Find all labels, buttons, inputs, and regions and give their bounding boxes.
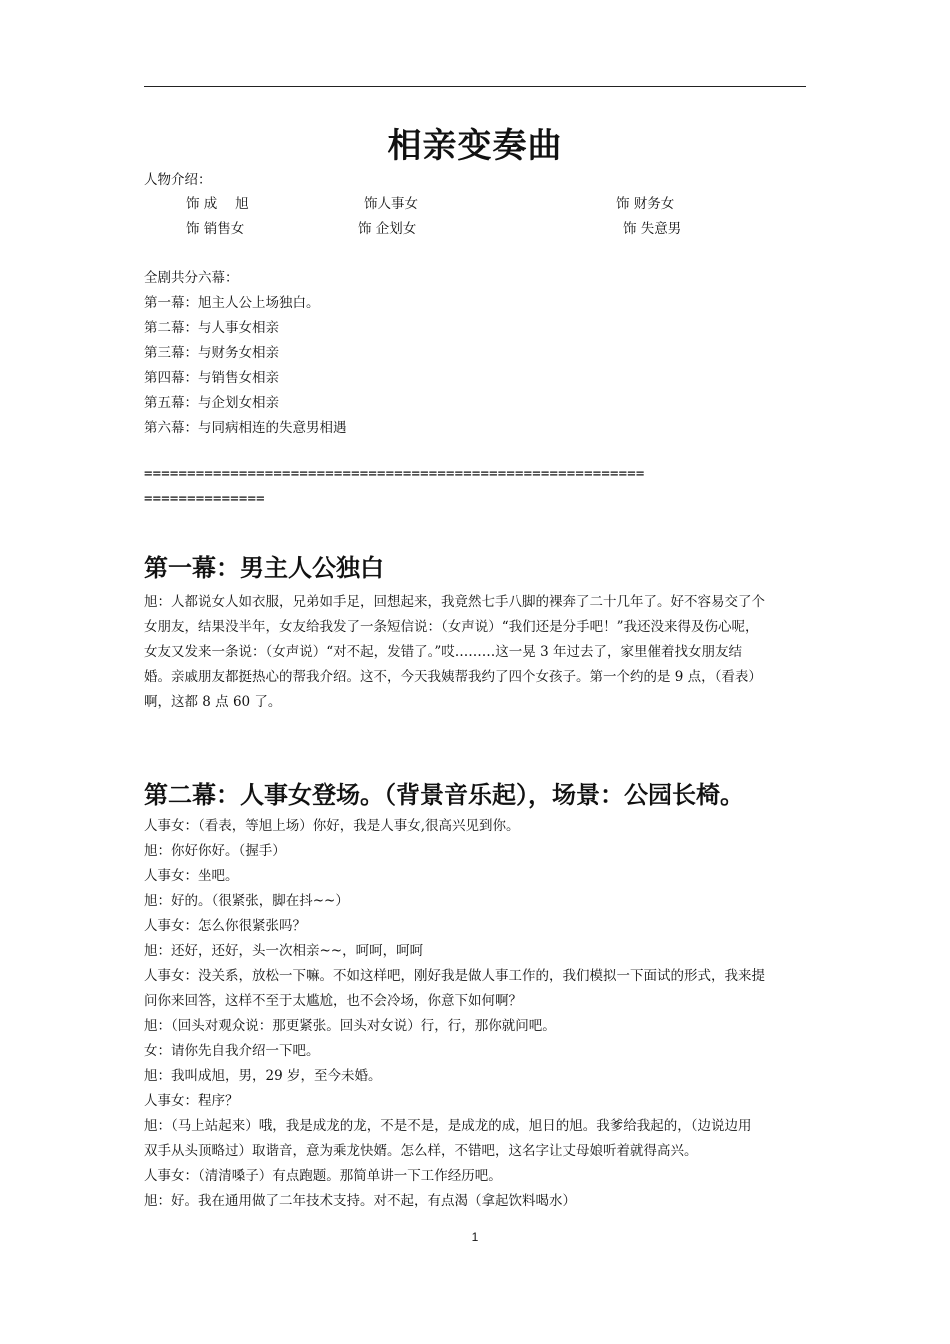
- paragraph-line: 旭：人都说女人如衣服，兄弟如手足，回想起来，我竟然七手八脚的裸奔了二十几年了。好不容易交了个: [144, 594, 765, 610]
- dialogue-line: 旭：你好你好。（握手）: [144, 843, 286, 859]
- act-list-item: 第二幕：与人事女相亲: [144, 320, 279, 336]
- paragraph-line: 婚。亲戚朋友都挺热心的帮我介绍。这不，今天我姨帮我约了四个女孩子。第一个约的是 9 点，（看表）: [144, 669, 762, 685]
- paragraph-line: 女朋友，结果没半年，女友给我发了一条短信说：（女声说）“我们还是分手吧！”我还没来得及伤心呢，: [144, 619, 759, 635]
- act2-heading: 第二幕：人事女登场。（背景音乐起），场景：公园长椅。: [144, 780, 744, 809]
- dialogue-line: 人事女：（清清嗓子）有点跑题。那简单讲一下工作经历吧。: [144, 1168, 502, 1184]
- cast-role-5: 饰 企划女: [358, 221, 417, 237]
- act-list-item: 第一幕：旭主人公上场独白。: [144, 295, 320, 311]
- dialogue-line: 旭：（回头对观众说：那更紧张。回头对女说）行，行，那你就问吧。: [144, 1018, 556, 1034]
- header-rule: [144, 86, 806, 87]
- act-list-item: 第四幕：与销售女相亲: [144, 370, 279, 386]
- page-number: 1: [471, 1230, 479, 1244]
- separator-line: ==============: [144, 491, 265, 507]
- dialogue-line: 旭：还好，还好，头一次相亲~~，呵呵，呵呵: [144, 943, 424, 959]
- dialogue-line: 人事女：坐吧。: [144, 868, 239, 884]
- paragraph-line: 啊，这都 8 点 60 了。: [144, 694, 282, 710]
- act-list-item: 第五幕：与企划女相亲: [144, 395, 279, 411]
- dialogue-line: 人事女：怎么你很紧张吗？: [144, 918, 306, 934]
- cast-role-1: 饰 成 旭: [186, 196, 249, 212]
- dialogue-line: 人事女：程序？: [144, 1093, 239, 1109]
- dialogue-line: 旭：（马上站起来）哦，我是成龙的龙，不是不是，是成龙的成，旭日的旭。我爹给我起的，（边说边用: [144, 1118, 752, 1134]
- dialogue-line: 问你来回答，这样不至于太尴尬，也不会冷场，你意下如何啊？: [144, 993, 522, 1009]
- dialogue-line: 人事女：（看表，等旭上场）你好，我是人事女,很高兴见到你。: [144, 818, 520, 834]
- dialogue-line: 女：请你先自我介绍一下吧。: [144, 1043, 320, 1059]
- dialogue-line: 人事女：没关系，放松一下嘛。不如这样吧，刚好我是做人事工作的，我们模拟一下面试的形式，我来提: [144, 968, 765, 984]
- dialogue-line: 双手从头顶略过）取谐音，意为乘龙快婿。怎么样，不错吧，这名字让丈母娘听着就得高兴。: [144, 1143, 698, 1159]
- cast-role-3: 饰 财务女: [616, 196, 675, 212]
- document-title: 相亲变奏曲: [387, 126, 563, 166]
- paragraph-line: 女友又发来一条说：（女声说）“对不起，发错了。”哎………这一晃 3 年过去了，家里催着找女朋友结: [144, 644, 742, 660]
- act1-heading: 第一幕：男主人公独白: [144, 553, 384, 582]
- act-list-item: 第六幕：与同病相连的失意男相遇: [144, 420, 347, 436]
- dialogue-line: 旭：我叫成旭，男，29 岁，至今未婚。: [144, 1068, 382, 1084]
- act-list-item: 第三幕：与财务女相亲: [144, 345, 279, 361]
- act2-dialogue: [144, 814, 808, 1214]
- cast-role-4: 饰 销售女: [186, 221, 245, 237]
- cast-heading: 人物介绍：: [144, 172, 212, 188]
- dialogue-line: 旭：好的。（很紧张，脚在抖~~）: [144, 893, 349, 909]
- separator-line: ==========================================================: [144, 466, 645, 482]
- cast-role-2: 饰人事女: [364, 196, 418, 212]
- dialogue-line: 旭：好。我在通用做了二年技术支持。对不起，有点渴（拿起饮料喝水）: [144, 1193, 576, 1209]
- acts-heading: 全剧共分六幕：: [144, 270, 239, 286]
- act1-monologue: [144, 590, 808, 715]
- cast-role-6: 饰 失意男: [623, 221, 682, 237]
